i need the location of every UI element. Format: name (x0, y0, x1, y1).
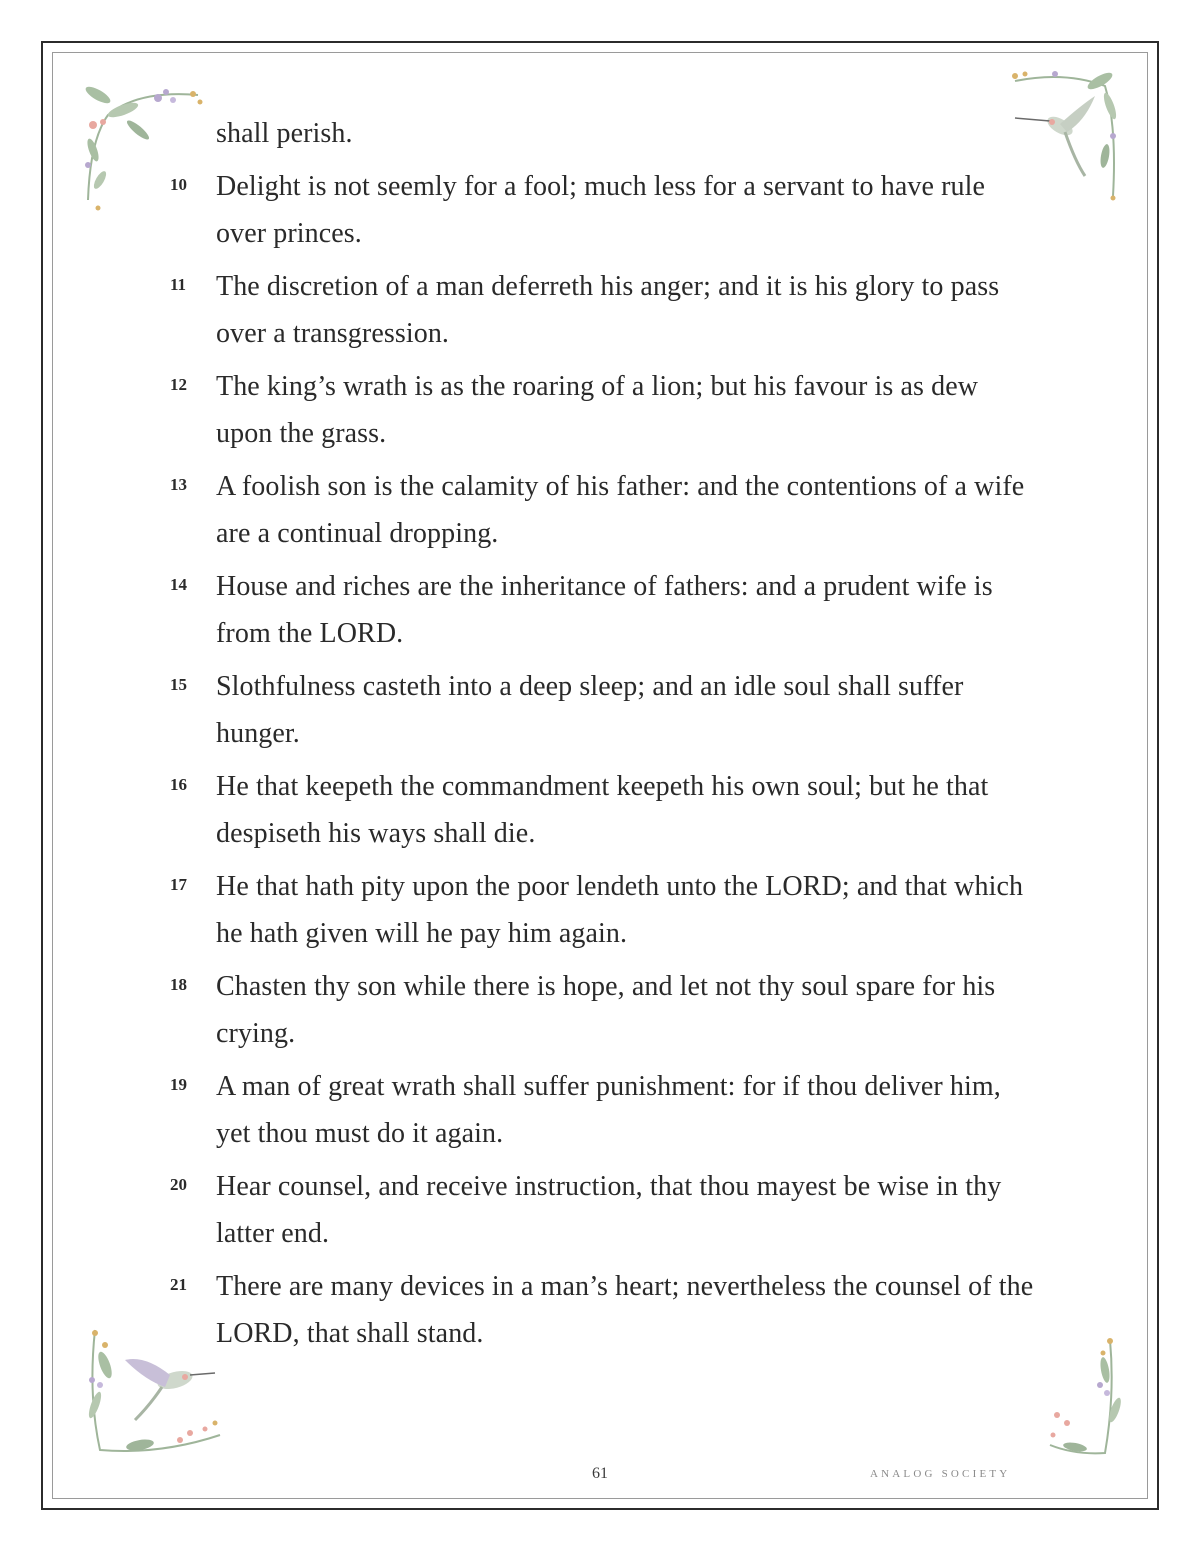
verse-text: Slothfulness casteth into a deep sleep; and an idle soul shall suffer hunger. (216, 671, 964, 749)
verse-text: He that hath pity upon the poor lendeth unto the LORD; and that which he hath given will he pay him again. (216, 871, 1024, 949)
verse-number: 21 (170, 1275, 187, 1294)
verse-text: Hear counsel, and receive instruction, that thou mayest be wise in thy latter end. (216, 1171, 1002, 1249)
verse-16 (170, 763, 1040, 857)
verse-number: 17 (170, 875, 187, 894)
verse-text: He that keepeth the commandment keepeth his own soul; but he that despiseth his ways shall die. (216, 771, 989, 849)
floral-corner-icon (1045, 1335, 1125, 1460)
verse-text: The king’s wrath is as the roaring of a lion; but his favour is as dew upon the grass. (216, 371, 979, 449)
verse-number: 18 (170, 975, 187, 994)
verse-text: A man of great wrath shall suffer punishment: for if thou deliver him, yet thou must do it again. (216, 1071, 1001, 1149)
verse-text: House and riches are the inheritance of fathers: and a prudent wife is from the LORD. (216, 571, 993, 649)
verse-number: 11 (170, 275, 187, 294)
verse-text: shall perish. (216, 118, 353, 149)
verse-number: 10 (170, 175, 187, 194)
verse-12 (170, 363, 1040, 457)
verse-continuation (170, 110, 1040, 157)
verse-number: 20 (170, 1175, 187, 1194)
verse-number: 13 (170, 475, 187, 494)
verse-number: 14 (170, 575, 187, 594)
verse-text: There are many devices in a man’s heart; nevertheless the counsel of the LORD, that shall stand. (216, 1271, 1034, 1349)
brand-footer: ANALOG SOCIETY (870, 1468, 1011, 1480)
verse-number: 12 (170, 375, 187, 394)
verse-14 (170, 563, 1040, 657)
verse-21 (170, 1263, 1040, 1357)
verse-number: 19 (170, 1075, 187, 1094)
verse-text: Chasten thy son while there is hope, and let not thy soul spare for his crying. (216, 971, 996, 1049)
verse-text: The discretion of a man deferreth his anger; and it is his glory to pass over a transgression. (216, 271, 1000, 349)
verse-text: Delight is not seemly for a fool; much less for a servant to have rule over princes. (216, 171, 986, 249)
verse-number: 15 (170, 675, 187, 694)
verse-number: 16 (170, 775, 187, 794)
verse-19 (170, 1063, 1040, 1157)
verse-18 (170, 963, 1040, 1057)
verse-15 (170, 663, 1040, 757)
verse-text: A foolish son is the calamity of his father: and the contentions of a wife are a continual dropping. (216, 471, 1025, 549)
verse-list (170, 110, 1040, 1357)
verse-17 (170, 863, 1040, 957)
verse-10 (170, 163, 1040, 257)
page-number: 61 (592, 1465, 608, 1482)
verse-13 (170, 463, 1040, 557)
verse-11 (170, 263, 1040, 357)
verse-20 (170, 1163, 1040, 1257)
